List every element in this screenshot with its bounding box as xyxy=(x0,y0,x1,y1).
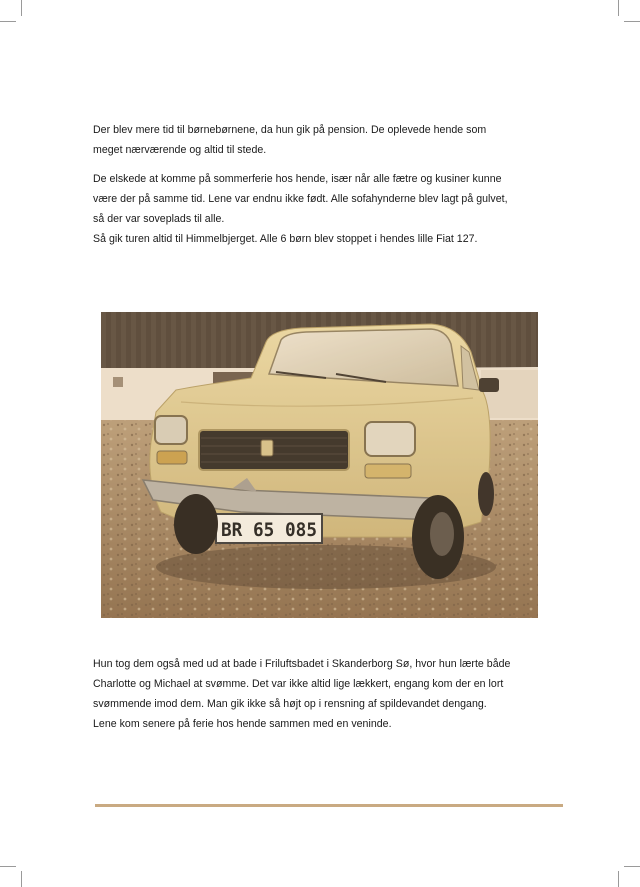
text-line: De elskede at komme på sommerferie hos hende, især når alle fætre og kusiner kunne xyxy=(93,173,502,185)
license-plate-text: BR 65 085 xyxy=(221,519,317,541)
crop-mark-bl-h xyxy=(0,866,16,867)
text-line: Så gik turen altid til Himmelbjerget. Alle 6 børn blev stoppet i hendes lille Fiat 127. xyxy=(93,233,478,245)
crop-mark-br-h xyxy=(624,866,640,867)
crop-mark-tr-h xyxy=(624,21,640,22)
text-line: svømmende imod dem. Man gik ikke så højt op i rensning af spildevandet dengang. xyxy=(93,698,487,710)
footer-rule xyxy=(95,804,563,807)
crop-mark-tl-v xyxy=(21,0,22,16)
crop-mark-br-v xyxy=(618,871,619,887)
text-line: være der på samme tid. Lene var endnu ikke født. Alle sofahynderne blev lagt på gulvet, xyxy=(93,193,508,205)
paragraph-summer-holiday xyxy=(93,169,563,249)
paragraph-pension xyxy=(93,120,563,160)
text-line: Der blev mere tid til børnebørnene, da hun gik på pension. De oplevede hende som xyxy=(93,124,487,136)
fiat-127-photo xyxy=(101,312,538,618)
text-line: så der var soveplads til alle. xyxy=(93,213,225,225)
text-line: Hun tog dem også med ud at bade i Friluftsbadet i Skanderborg Sø, hvor hun lærte både xyxy=(93,658,511,670)
crop-mark-tl-h xyxy=(0,21,16,22)
paragraph-swimming xyxy=(93,654,563,734)
text-line: Charlotte og Michael at svømme. Det var ikke altid lige lækkert, engang kom der en lort xyxy=(93,678,504,690)
crop-mark-tr-v xyxy=(618,0,619,16)
crop-mark-bl-v xyxy=(21,871,22,887)
text-line: Lene kom senere på ferie hos hende sammen med en veninde. xyxy=(93,718,392,730)
text-line: meget nærværende og altid til stede. xyxy=(93,144,267,156)
